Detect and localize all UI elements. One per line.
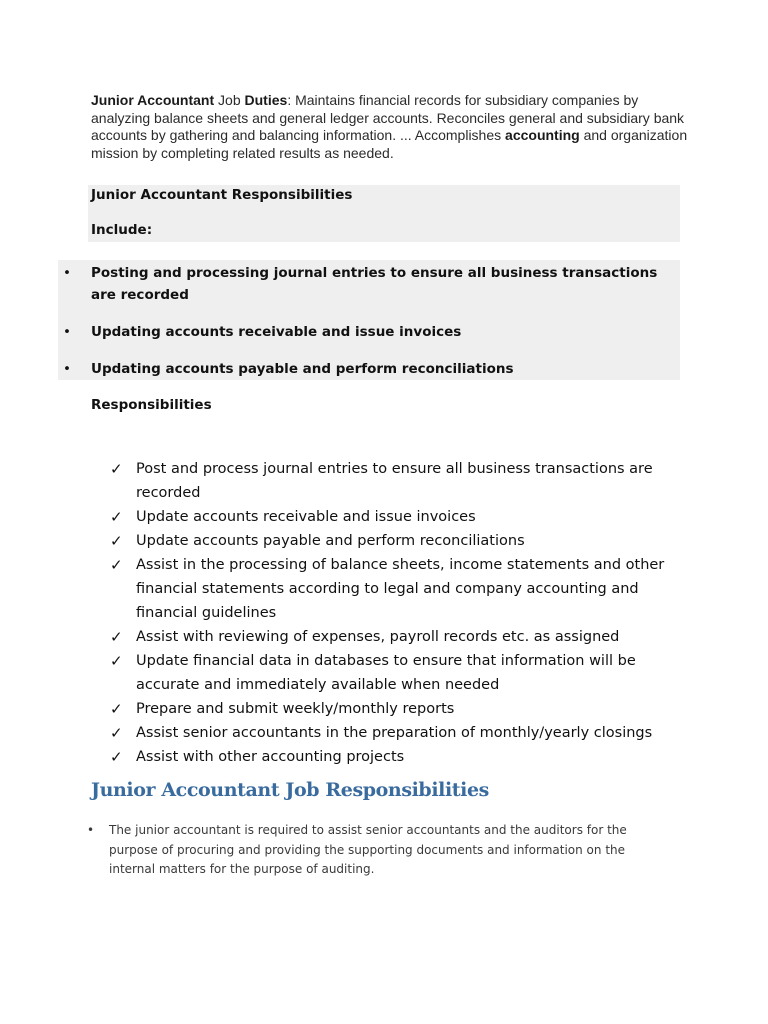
checklist-item-text: Update accounts payable and perform reconciliations	[136, 533, 525, 549]
job-responsibilities-heading: Junior Accountant Job Responsibilities	[91, 779, 489, 801]
checklist-item	[110, 721, 670, 745]
checklist-item	[110, 625, 670, 649]
bullet-icon: •	[63, 361, 71, 377]
list-item	[62, 358, 662, 380]
checkmark-icon: ✓	[110, 748, 123, 766]
intro-text-1: : Maintains financial records for subsidiary companies by analyzing balance sheets and general ledger accounts. Reconciles general and subsidiary bank accounts by gathering and balancing information. ... Accomplishes	[91, 92, 685, 143]
checklist	[110, 457, 670, 769]
checklist-item	[110, 505, 670, 529]
checkmark-icon: ✓	[110, 724, 123, 742]
checklist-item-text: Post and process journal entries to ensure all business transactions are recorded	[136, 461, 653, 501]
checkmark-icon: ✓	[110, 460, 123, 478]
checklist-item	[110, 553, 670, 625]
checklist-item	[110, 697, 670, 721]
list-item-text: The junior accountant is required to assist senior accountants and the auditors for the purpose of procuring and providing the supporting documents and information on the internal matters for the purpose of auditing.	[109, 823, 627, 876]
intro-term-duties: Duties	[244, 92, 288, 108]
checklist-item	[110, 745, 670, 769]
intro-term-junior-accountant: Junior Accountant	[91, 92, 215, 108]
checklist-item-text: Update financial data in databases to ensure that information will be accurate and immediately available when needed	[136, 653, 636, 693]
intro-text-2: and organization mission by completing related results as needed.	[91, 127, 688, 161]
bullet-icon: •	[63, 324, 71, 340]
checkmark-icon: ✓	[110, 628, 123, 646]
list-item-text: Posting and processing journal entries to ensure all business transactions are recorded	[91, 265, 658, 303]
checklist-item-text: Prepare and submit weekly/monthly reports	[136, 701, 455, 717]
checklist-item-text: Assist senior accountants in the preparation of monthly/yearly closings	[136, 725, 653, 741]
checklist-item-text: Assist with other accounting projects	[136, 749, 405, 765]
responsibilities-heading: Junior Accountant Responsibilities	[91, 187, 353, 203]
bullet-icon: •	[63, 265, 71, 281]
checklist-item	[110, 457, 670, 505]
list-item	[85, 821, 645, 880]
list-item-text: Updating accounts payable and perform reconciliations	[91, 361, 514, 377]
checklist-item-text: Assist with reviewing of expenses, payroll records etc. as assigned	[136, 629, 620, 645]
responsibilities-subheading: Responsibilities	[91, 397, 212, 413]
list-item	[62, 262, 662, 306]
intro-term-accounting: accounting	[505, 127, 580, 143]
checklist-item	[110, 529, 670, 553]
duties-bullet-list	[62, 262, 662, 395]
checkmark-icon: ✓	[110, 652, 123, 670]
intro-word-job: Job	[214, 92, 245, 108]
list-item	[62, 321, 662, 343]
checkmark-icon: ✓	[110, 556, 123, 574]
list-item-text: Updating accounts receivable and issue invoices	[91, 324, 462, 340]
checkmark-icon: ✓	[110, 508, 123, 526]
intro-paragraph	[91, 92, 691, 162]
checklist-item-text: Assist in the processing of balance sheets, income statements and other financial statements according to legal and company accounting and financial guidelines	[136, 557, 665, 621]
checklist-item-text: Update accounts receivable and issue invoices	[136, 509, 476, 525]
checklist-item	[110, 649, 670, 697]
checkmark-icon: ✓	[110, 700, 123, 718]
include-label: Include:	[91, 222, 153, 238]
auditing-bullet-list	[85, 821, 645, 880]
bullet-icon: •	[87, 823, 95, 837]
checkmark-icon: ✓	[110, 532, 123, 550]
